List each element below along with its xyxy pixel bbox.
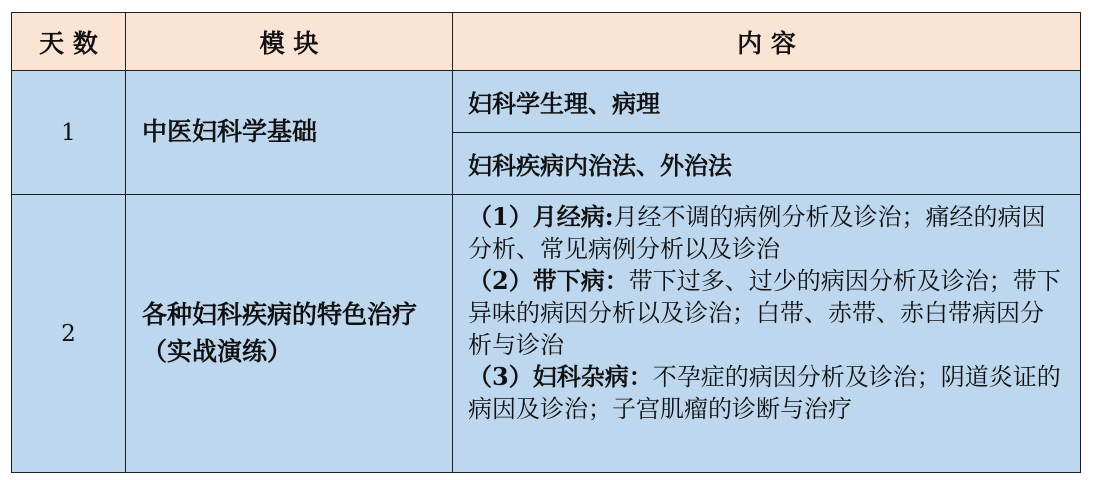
header-content: 内 容 [453, 13, 1081, 71]
course-schedule-table [11, 12, 1081, 473]
day-cell: 1 [12, 71, 126, 195]
module-cell: 中医妇科学基础 [126, 71, 453, 195]
section-title: （1）月经病: [468, 202, 614, 231]
content-cell: 妇科学生理、病理 [453, 71, 1081, 133]
table-row [12, 195, 1081, 473]
section-text: 不孕症的病因分析及诊治；阴道炎证的病因及诊治；子宫肌瘤的诊断与治疗 [468, 363, 1061, 424]
table-row [12, 71, 1081, 133]
module-cell: 各种妇科疾病的特色治疗（实战演练） [126, 195, 453, 473]
content-section [468, 265, 1066, 361]
content-section [468, 361, 1066, 425]
section-title: （2）带下病： [468, 266, 629, 296]
header-day: 天 数 [12, 13, 126, 71]
section-title: （3）妇科杂病： [468, 362, 653, 392]
content-cell: 妇科疾病内治法、外治法 [453, 133, 1081, 195]
section-text: 带下过多、过少的病因分析及诊治；带下异味的病因分析以及诊治；白带、赤带、赤白带病因分析与诊治 [468, 267, 1061, 359]
day-cell: 2 [12, 195, 126, 473]
content-section [468, 201, 1066, 265]
section-text: 月经不调的病例分析及诊治；痛经的病因分析、常见病例分析以及诊治 [468, 203, 1046, 263]
content-cell [453, 195, 1081, 473]
header-module: 模 块 [126, 13, 453, 71]
header-row [12, 13, 1081, 71]
